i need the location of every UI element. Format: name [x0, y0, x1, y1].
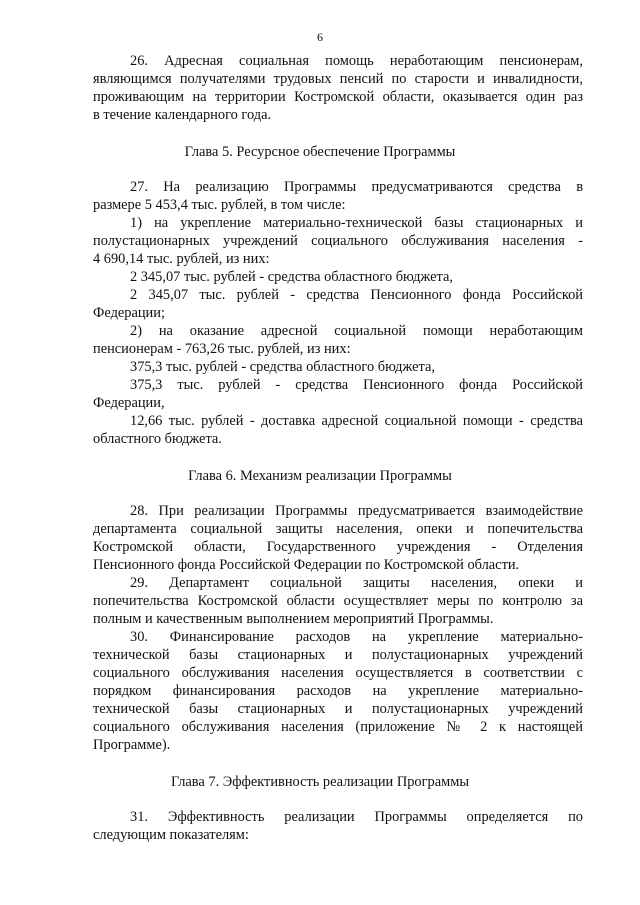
chapter-heading: Глава 5. Ресурсное обеспечение Программы	[184, 144, 456, 160]
paragraph-line: Федерации,	[93, 395, 165, 411]
paragraph-line: 1) на укрепление материально-технической базы стационарных и	[130, 215, 583, 231]
paragraph-line: 2 345,07 тыс. рублей - средства Пенсионного фонда Российской	[130, 287, 583, 303]
paragraph-line: 2) на оказание адресной социальной помощи неработающим	[130, 323, 583, 339]
paragraph-line: 375,3 тыс. рублей - средства областного бюджета,	[130, 359, 436, 375]
paragraph-line: Программе).	[93, 737, 171, 753]
paragraph-line: являющимся получателями трудовых пенсий по старости и инвалидности,	[93, 71, 583, 87]
paragraph-line: размере 5 453,4 тыс. рублей, в том числе:	[93, 197, 346, 213]
chapter-heading: Глава 6. Механизм реализации Программы	[188, 468, 452, 484]
paragraph-line: 27. На реализацию Программы предусматриваются средства в	[130, 179, 583, 195]
paragraph-line: 30. Финансирование расходов на укрепление материально-	[130, 629, 583, 645]
paragraph-line: 28. При реализации Программы предусматривается взаимодействие	[130, 503, 583, 519]
page-number: 6	[317, 30, 323, 44]
chapter-heading: Глава 7. Эффективность реализации Программы	[171, 774, 469, 790]
paragraph-line: попечительства Костромской области осуществляет меры по контролю за	[93, 593, 583, 609]
paragraph-line: 4 690,14 тыс. рублей, из них:	[93, 251, 270, 267]
paragraph-line: социального обслуживания населения (приложение № 2 к настоящей	[93, 719, 583, 735]
paragraph-line: пенсионерам - 763,26 тыс. рублей, из них:	[93, 341, 351, 357]
paragraph-line: Пенсионного фонда Российской Федерации по Костромской области.	[93, 557, 520, 573]
paragraph-line: Костромской области, Государственного учреждения - Отделения	[93, 539, 583, 555]
paragraph-line: технической базы стационарных и полустационарных учреждений	[93, 647, 583, 663]
paragraph-line: 12,66 тыс. рублей - доставка адресной социальной помощи - средства	[130, 413, 583, 429]
paragraph-line: Федерации;	[93, 305, 165, 321]
paragraph-line: технической базы стационарных и полустационарных учреждений	[93, 701, 583, 717]
paragraph-line: порядком финансирования расходов на укрепление материально-	[93, 683, 583, 699]
paragraph-line: 29. Департамент социальной защиты населения, опеки и	[130, 575, 583, 591]
paragraph-line: областного бюджета.	[93, 431, 222, 447]
paragraph-line: департамента социальной защиты населения, опеки и попечительства	[93, 521, 583, 537]
paragraph-line: 31. Эффективность реализации Программы определяется по	[130, 809, 583, 825]
paragraph-line: 26. Адресная социальная помощь неработающим пенсионерам,	[130, 53, 583, 69]
paragraph-line: следующим показателям:	[93, 827, 249, 843]
paragraph-line: проживающим на территории Костромской области, оказывается один раз	[93, 89, 583, 105]
paragraph-line: социального обслуживания населения осуществляется в соответствии с	[93, 665, 583, 681]
paragraph-line: полустационарных учреждений социального обслуживания населения -	[93, 233, 583, 249]
paragraph-line: в течение календарного года.	[93, 107, 272, 123]
paragraph-line: 375,3 тыс. рублей - средства Пенсионного фонда Российской	[130, 377, 583, 393]
paragraph-line: полным и качественным выполнением мероприятий Программы.	[93, 611, 494, 627]
paragraph-line: 2 345,07 тыс. рублей - средства областного бюджета,	[130, 269, 453, 285]
